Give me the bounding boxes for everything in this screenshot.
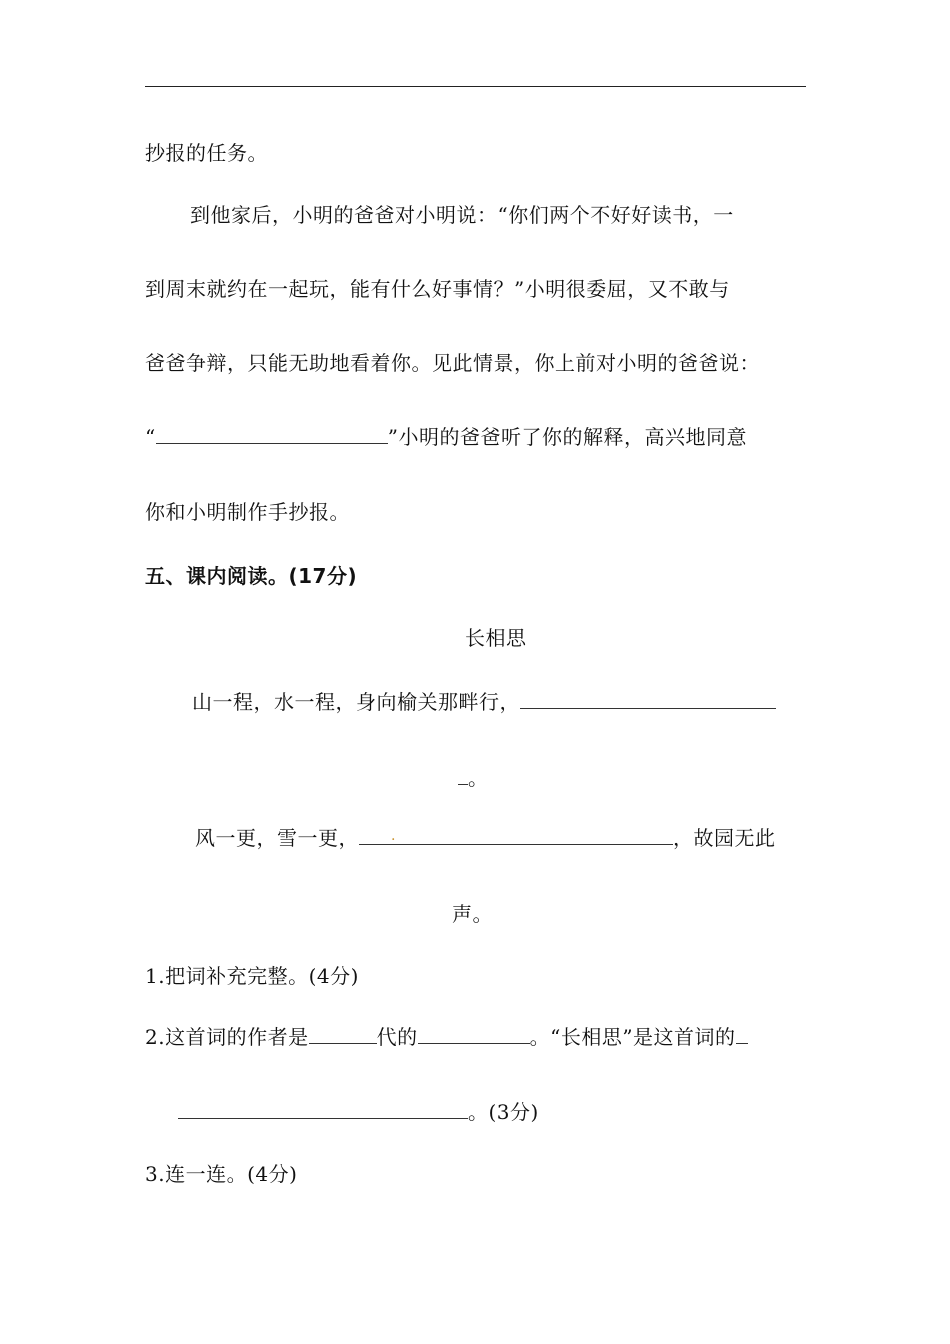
poem-line-1-text: 山一程，水一程，身向榆关那畔行，: [192, 690, 520, 714]
answer-blank-poem-1[interactable]: [520, 688, 776, 709]
question-2: [145, 1023, 748, 1051]
question-1: 1.把词补充完整。(4分): [145, 964, 359, 988]
header-rule: [145, 86, 806, 87]
open-quote: “: [145, 425, 156, 449]
question-3: 3.连一连。(4分): [145, 1162, 298, 1186]
passage-line-4: 爸爸争辩，只能无助地看着你。见此情景，你上前对小明的爸爸说：: [145, 351, 760, 375]
answer-blank-poem-2[interactable]: [359, 824, 673, 845]
poem-line-1-period: 。: [468, 766, 489, 790]
passage-line-5-rest: ”小明的爸爸听了你的解释，高兴地同意: [387, 425, 747, 449]
answer-blank-title[interactable]: [178, 1098, 468, 1119]
mark-dot: .: [391, 828, 396, 844]
passage-line-2: 到他家后，小明的爸爸对小明说：“你们两个不好好读书，一: [190, 203, 734, 227]
passage-line-1: 抄报的任务。: [145, 141, 268, 165]
answer-blank-dynasty[interactable]: [309, 1023, 377, 1044]
answer-blank-author[interactable]: [418, 1023, 530, 1044]
question-2-end: 。(3分): [468, 1100, 539, 1124]
answer-blank-title-start[interactable]: [736, 1023, 748, 1044]
poem-line-2-end: ，故园无此: [673, 826, 776, 850]
question-2-text-a: 2.这首词的作者是: [145, 1025, 309, 1049]
poem-line-2: [195, 824, 776, 852]
section-heading: 五、课内阅读。(17分): [145, 564, 358, 588]
passage-line-3: 到周末就约在一起玩，能有什么好事情？”小明很委屈，又不敢与: [145, 277, 730, 301]
poem-line-1-end: [458, 764, 489, 792]
poem-line-2-text: 风一更，雪一更，: [195, 826, 359, 850]
poem-line-3: 声。: [452, 902, 493, 926]
poem-line-1: [192, 688, 776, 716]
question-2-cont: [178, 1098, 539, 1126]
answer-blank-poem-1b[interactable]: [458, 764, 468, 785]
poem-title: 长相思: [465, 626, 527, 650]
answer-blank-dialogue[interactable]: [156, 423, 388, 444]
passage-line-5: [145, 423, 747, 451]
question-2-text-c: 。“长相思”是这首词的: [529, 1025, 736, 1049]
passage-line-6: 你和小明制作手抄报。: [145, 500, 350, 524]
question-2-text-b: 代的: [376, 1025, 418, 1049]
